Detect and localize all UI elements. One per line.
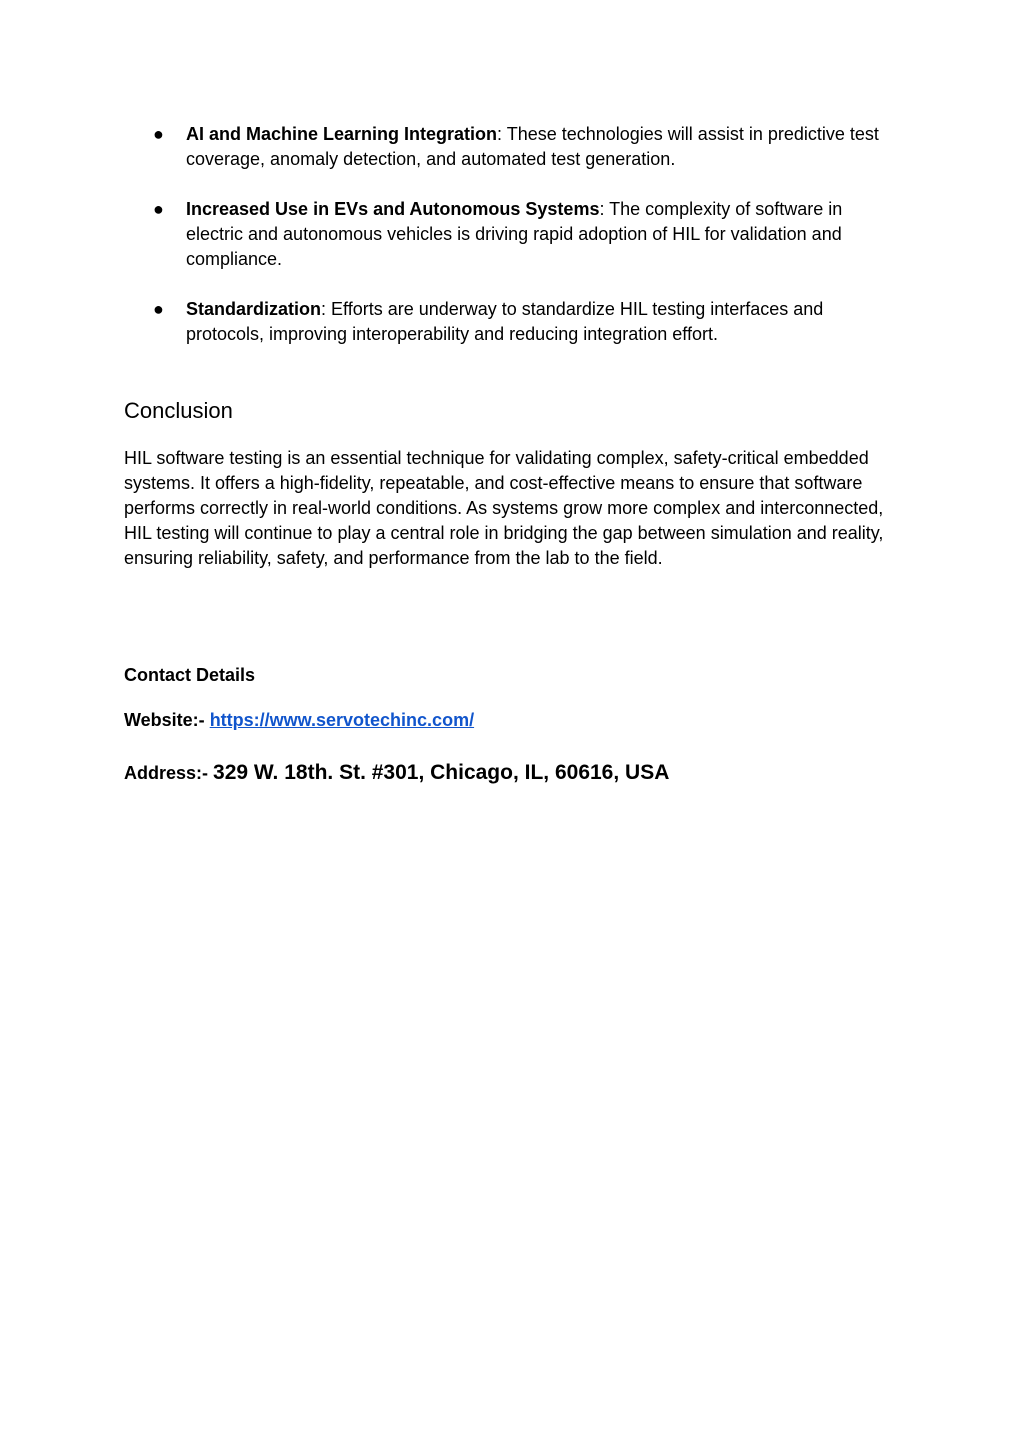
website-line [124,708,474,732]
conclusion-heading: Conclusion [124,398,233,423]
bullet-text: : The complexity of software in electric and autonomous vehicles is driving rapid adoption of HIL for validation and compliance. [186,199,843,269]
address-value: 329 W. 18th. St. #301, Chicago, IL, 60616, USA [213,761,670,784]
website-label: Website:- [124,710,210,730]
bullet-title: AI and Machine Learning Integration [186,124,498,144]
list-item [124,197,894,272]
contact-details-title: Contact Details [124,665,256,685]
website-link[interactable]: https://www.servotechinc.com/ [209,710,475,730]
bullet-title: Standardization [186,299,322,319]
bullet-title: Increased Use in EVs and Autonomous Systems [186,199,600,219]
bullet-icon: ● [153,199,164,219]
list-item [124,297,894,347]
bullet-icon: ● [153,124,164,144]
address-label: Address:- [124,763,214,783]
list-item [124,122,894,172]
bullet-text: : These technologies will assist in predictive test coverage, anomaly detection, and automated test generation. [186,124,879,169]
bullet-text: : Efforts are underway to standardize HIL testing interfaces and protocols, improving interoperability and reducing integration effort. [186,299,824,344]
bullet-icon: ● [153,299,164,319]
conclusion-paragraph: HIL software testing is an essential technique for validating complex, safety-critical embedded systems. It offers a high-fidelity, repeatable, and cost-effective means to ensure that software performs correctly in real-world conditions. As systems grow more complex and interconnected, HIL testing will continue to play a central role in bridging the gap between simulation and reality, ensuring reliability, safety, and performance from the lab to the field. [124,448,884,568]
trend-list [124,122,894,372]
address-line [124,758,669,790]
